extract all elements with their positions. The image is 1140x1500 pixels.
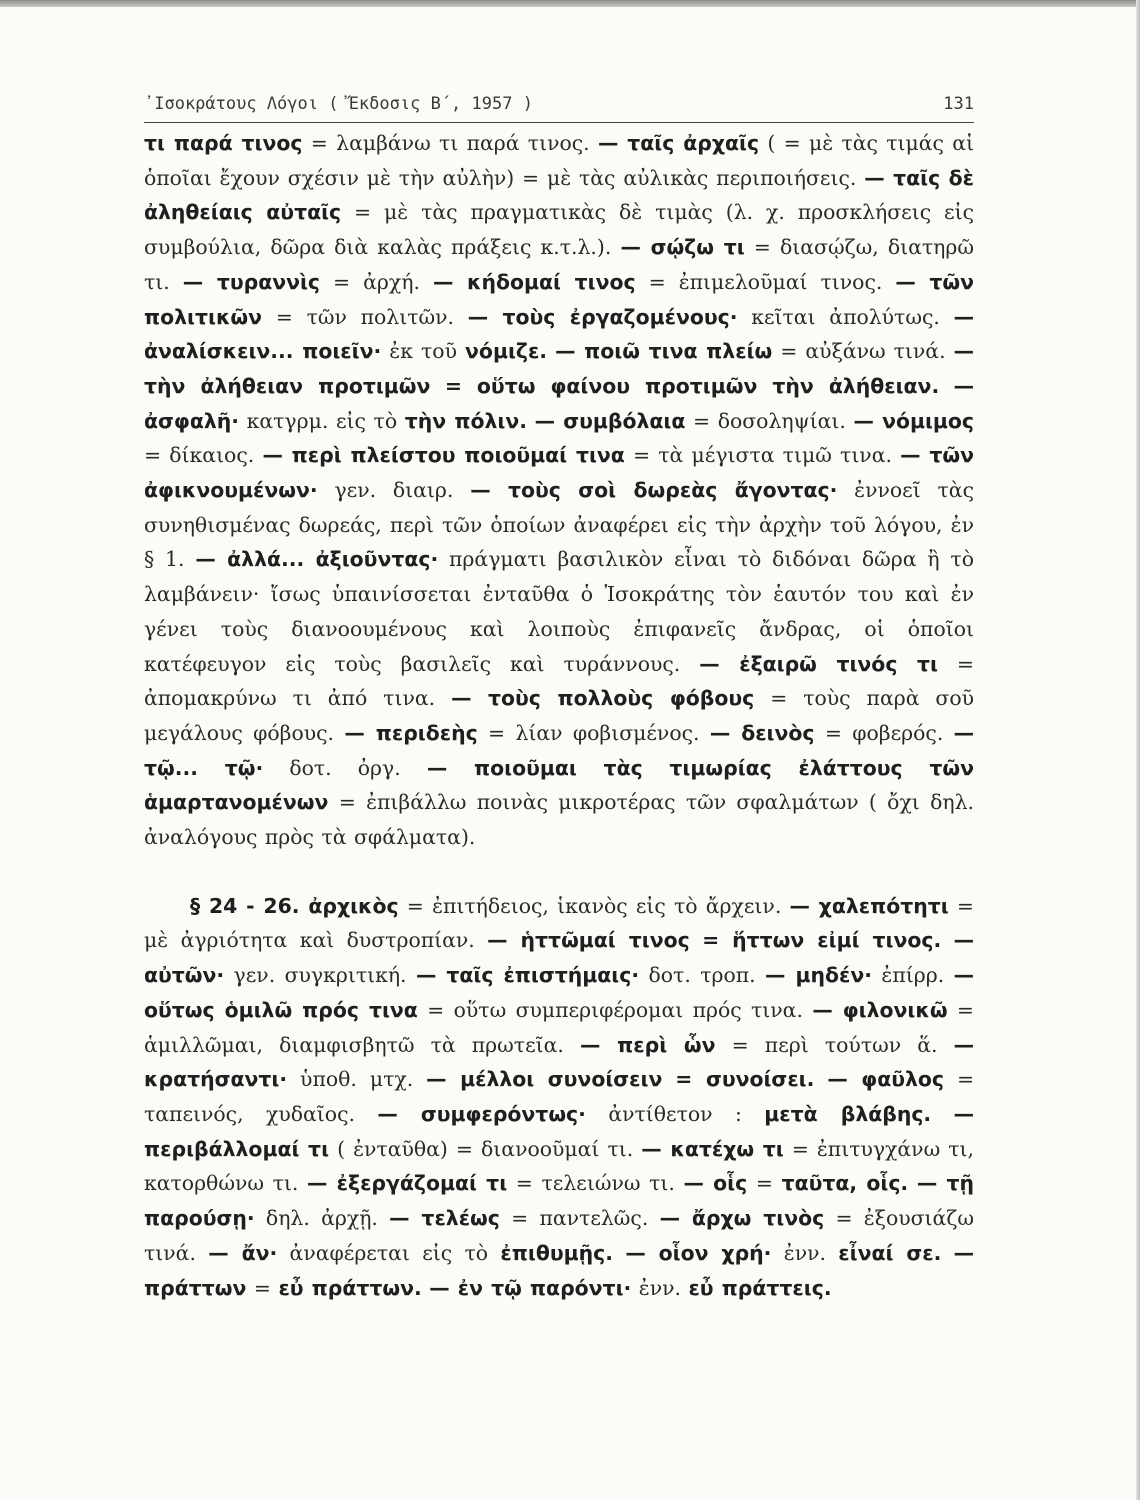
entry-gloss: = ἐπιμελοῦμαί τινος.	[635, 269, 883, 294]
entry-gloss: γεν. συγκριτική.	[224, 963, 407, 988]
entry-gloss: = παντελῶς.	[499, 1206, 649, 1231]
entry-lemma: = ἥττων εἰμί τινος.	[702, 928, 942, 953]
entry-gloss: = λαμβάνω τι παρά τινος.	[302, 131, 590, 155]
entry-gloss: ( = μὲ τὰς τιμάς αἱ ὁποῖαι ἔχουν σχέσιν μὲ τὴν αὐλὴν) = μὲ τὰς αὐλικὰς περιποιήσεις.	[144, 131, 975, 190]
entry-lemma: — ἡττῶμαί τινος	[487, 928, 690, 953]
scan-top-edge	[0, 0, 1140, 7]
entry-gloss: = περὶ τούτων ἅ.	[715, 1032, 938, 1057]
entry-gloss: = αὐξάνω τινά.	[772, 339, 946, 364]
entry-lemma: — αὐτῶν·	[144, 928, 974, 988]
entry-gloss: ( ἐνταῦθα) = διανοοῦμαί τι.	[329, 1136, 634, 1161]
entry-lemma: — οὕτως ὁμιλῶ πρός τινα	[144, 963, 974, 1022]
entry-gloss: ἐνν.	[631, 1275, 681, 1300]
entry-gloss: = ἐξουσιάζω τινά.	[144, 1206, 975, 1265]
entry-lemma: εὖ πράττων.	[278, 1275, 422, 1300]
entry-lemma: — τοὺς σοὶ δωρεὰς ἄγοντας·	[470, 478, 838, 503]
entry-lemma: — ποιῶ τινα πλείω	[555, 339, 773, 364]
entry-gloss: πράγματι βασιλικὸν εἶναι τὸ διδόναι δῶρα ἢ τὸ λαμβάνειν· ἴσως ὑπαινίσσεται ἐνταῦθα ὁ Ἰσοκράτης τὸν ἑαυτόν του καὶ ἐν γένει τοὺς διανοουμένους καὶ λοιποὺς ἐπιφανεῖς ἄνδρας, οἱ ὁποῖοι κατέφευγον εἰς τοὺς βασιλεῖς καὶ τυράννους.	[144, 547, 974, 676]
entry-gloss: = ἐπιτήδειος, ἱκανὸς εἰς τὸ ἄρχειν.	[398, 893, 782, 918]
entry-lemma: μετὰ βλάβης.	[764, 1101, 932, 1126]
entry-lemma: — οἷον χρή·	[625, 1240, 772, 1265]
entry-lemma: εὖ πράττεις.	[688, 1275, 832, 1300]
paragraph-notes-21-23	[144, 126, 974, 855]
entry-gloss: = δοσοληψίαι.	[685, 408, 846, 433]
entry-gloss: = διασῴζω, διατηρῶ τι.	[144, 235, 974, 294]
commentary-body	[144, 126, 974, 1305]
entry-gloss: = μὲ τὰς πραγματικὰς δὲ τιμὰς (λ. χ. προσκλήσεις εἰς συμβούλια, δῶρα διὰ καλὰς πράξεις κ.τ.λ.).	[144, 200, 974, 260]
entry-lemma: — ταῖς ἀρχαῖς	[597, 131, 760, 155]
entry-lemma: τὴν πόλιν.	[404, 408, 528, 433]
entry-gloss: =	[747, 1171, 782, 1196]
entry-lemma: — ἐξεργάζομαί τι	[307, 1171, 508, 1196]
scan-right-edge	[1136, 0, 1140, 1500]
entry-lemma: — μέλλοι συνοίσειν	[426, 1067, 663, 1092]
entry-lemma: — τῶν πολιτικῶν	[144, 269, 975, 329]
entry-lemma: — τελέως	[389, 1206, 500, 1231]
entry-gloss: =	[246, 1275, 279, 1300]
entry-lemma: νόμιζε.	[465, 339, 548, 364]
entry-lemma: — ταῖς δὲ ἀληθείαις αὐταῖς	[144, 165, 974, 225]
entry-gloss: = οὕτω συμπεριφέρομαι πρός τινα.	[417, 997, 803, 1022]
entry-lemma: — φιλονικῶ	[812, 997, 948, 1022]
entry-gloss: = ἁμιλλῶμαι, διαμφισβητῶ τὰ πρωτεῖα.	[144, 997, 975, 1057]
entry-gloss: = ἐπιβάλλω ποινὰς μικροτέρας τῶν σφαλμάτων ( ὄχι δηλ. ἀναλόγους πρὸς τὰ σφάλματα).	[144, 790, 974, 850]
entry-lemma: — ἄν·	[208, 1240, 278, 1265]
entry-lemma: — οἷς	[683, 1171, 748, 1196]
entry-lemma: — τοὺς πολλοὺς φόβους	[451, 686, 755, 711]
entry-lemma: — περιδεὴς	[344, 720, 478, 745]
entry-lemma: — ἄρχω τινὸς	[659, 1206, 825, 1231]
entry-gloss: = δίκαιος.	[144, 443, 255, 468]
entry-lemma: — τοὺς ἐργαζομένους·	[467, 304, 738, 329]
entry-lemma: εἶναί σε.	[838, 1240, 942, 1265]
entry-lemma: — ταῖς ἐπιστήμαις·	[415, 963, 640, 988]
entry-lemma: = συνοίσει.	[675, 1067, 815, 1092]
entry-gloss: ὑποθ. μτχ.	[287, 1067, 414, 1092]
entry-lemma: — περὶ ὧν	[580, 1032, 716, 1057]
entry-lemma: = οὕτω φαίνου προτιμῶν τὴν ἀλήθειαν.	[444, 373, 940, 398]
entry-gloss: ἀντίθετον :	[585, 1101, 742, 1126]
entry-gloss: ἐννοεῖ τὰς συνηθισμένας δωρεάς, περὶ τῶν ὁποίων ἀναφέρει εἰς τὴν ἀρχὴν τοῦ λόγου, ἐν § 1.	[144, 478, 974, 572]
entry-lemma: § 24 - 26. ἀρχικὸς	[190, 893, 399, 918]
entry-lemma: — ἀλλά... ἀξιοῦντας·	[195, 547, 439, 572]
entry-lemma: — νόμιμος	[853, 408, 975, 433]
entry-lemma: — ἐν τῷ παρόντι·	[429, 1275, 632, 1300]
entry-gloss: γεν. διαιρ.	[317, 478, 454, 503]
entry-lemma: — σῴζω τι	[620, 235, 745, 260]
entry-lemma: — δεινὸς	[709, 720, 815, 745]
entry-lemma: — ἀσφαλῆ·	[144, 373, 974, 433]
running-title: ᾿Ισοκράτους Λόγοι ( Ἔκδοσις Β΄, 1957 )	[144, 94, 533, 114]
entry-gloss: = ἀρχή.	[320, 269, 420, 294]
entry-gloss: = τοὺς παρὰ σοῦ μεγάλους φόβους.	[144, 686, 975, 745]
entry-gloss: ἐπίρρ.	[871, 963, 945, 988]
entry-lemma: — κήδομαί τινος	[433, 269, 636, 294]
entry-gloss: κατγρμ. εἰς τὸ	[239, 408, 398, 433]
entry-lemma: — ἀναλίσκειν... ποιεῖν·	[144, 304, 974, 364]
entry-lemma: — συμφερόντως·	[377, 1101, 586, 1126]
entry-lemma: — κρατήσαντι·	[144, 1032, 975, 1092]
entry-gloss: = λίαν φοβισμένος.	[477, 720, 700, 745]
entry-lemma: — φαῦλος	[827, 1067, 944, 1092]
entry-gloss: ἀναφέρεται εἰς τὸ	[277, 1240, 489, 1265]
entry-gloss: = ἀπομακρύνω τι ἀπό τινα.	[144, 651, 974, 711]
running-header	[144, 88, 974, 123]
entry-lemma: — περὶ πλείστου ποιοῦμαί τινα	[262, 443, 625, 468]
entry-lemma: — τῷ... τῷ·	[144, 720, 975, 780]
entry-gloss: = μὲ ἀγριότητα καὶ δυστροπίαν.	[144, 893, 974, 953]
entry-lemma: — ποιοῦμαι τὰς τιμωρίας ἐλάττους τῶν ἁμαρτανομένων	[144, 755, 975, 815]
paragraph-notes-24-26	[144, 889, 974, 1305]
entry-lemma: τι παρά τινος	[144, 131, 303, 155]
entry-gloss: δοτ. ὀργ.	[263, 755, 401, 780]
entry-gloss: = ταπεινός, χυδαῖος.	[144, 1067, 975, 1126]
entry-gloss: = ἐπιτυγχάνω τι, κατορθώνω τι.	[144, 1136, 975, 1196]
entry-gloss: ἐνν.	[771, 1240, 826, 1265]
entry-lemma: — περιβάλλομαί τι	[144, 1101, 975, 1161]
entry-lemma: — συμβόλαια	[534, 408, 686, 433]
entry-lemma: ταῦτα, οἷς.	[781, 1171, 909, 1196]
entry-gloss: κεῖται ἀπολύτως.	[737, 304, 940, 329]
entry-lemma: — χαλεπότητι	[789, 893, 949, 918]
entry-gloss: = φοβερός.	[814, 720, 944, 745]
entry-lemma: — πράττων	[144, 1240, 975, 1300]
entry-gloss: δηλ. ἀρχῇ.	[254, 1206, 378, 1231]
entry-lemma: — τῇ παρούσῃ·	[144, 1171, 975, 1231]
entry-gloss: = τῶν πολιτῶν.	[262, 304, 455, 329]
entry-gloss: ἐκ τοῦ	[381, 339, 457, 364]
entry-lemma: — τῶν ἀφικνουμένων·	[144, 443, 975, 503]
entry-lemma: — μηδέν·	[765, 963, 872, 988]
entry-lemma: ἐπιθυμῇς.	[500, 1240, 613, 1265]
page-number: 131	[943, 94, 974, 114]
entry-gloss: δοτ. τροπ.	[639, 963, 756, 988]
entry-lemma: — τὴν ἀλήθειαν προτιμῶν	[144, 339, 975, 398]
entry-lemma: — τυραννὶς	[182, 269, 321, 294]
entry-lemma: — κατέχω τι	[641, 1136, 784, 1161]
entry-gloss: = τελειώνω τι.	[507, 1171, 675, 1196]
entry-lemma: — ἐξαιρῶ τινός τι	[699, 651, 938, 676]
entry-gloss: = τὰ μέγιστα τιμῶ τινα.	[624, 443, 892, 468]
